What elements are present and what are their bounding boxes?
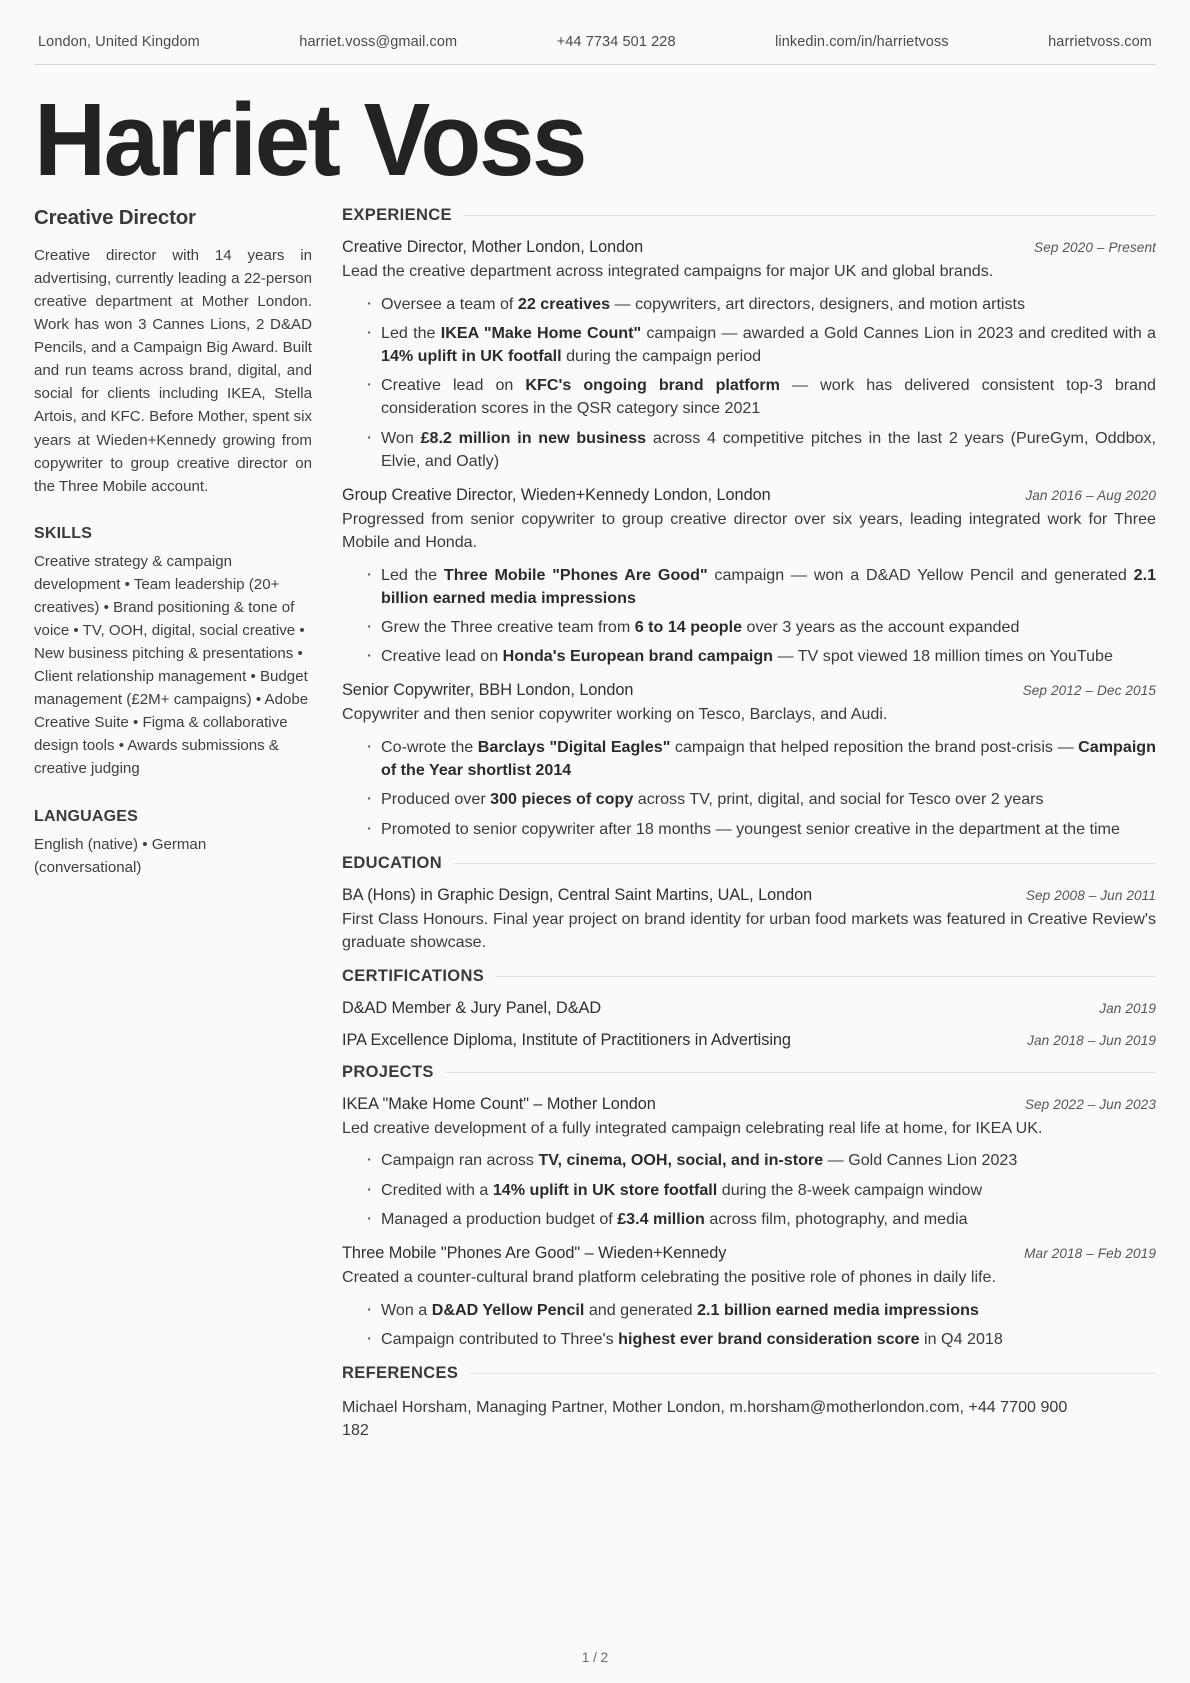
entry-title: Creative Director, Mother London, London <box>342 237 644 256</box>
profile-summary: Creative director with 14 years in advertising, currently leading a 22-person creative department at Mother London. Work has won 3 Cannes Lions, 2 D&AD Pencils, and a Campaign Big Award. Built and run teams across brand, digital, and social for clients including IKEA, Stella Artois, and KFC. Before Mother, spent six years at Wieden+Kennedy growing from copywriter to group creative director on the Three Mobile account. <box>34 246 312 495</box>
bullet-item: · Managed a production budget of £3.4 million across film, photography, and media <box>364 1208 1156 1231</box>
section-rule <box>454 863 1156 864</box>
section-label: EDUCATION <box>342 853 443 872</box>
bullet-item: · Creative lead on Honda's European brand campaign — TV spot viewed 18 million times on YouTube <box>364 645 1156 668</box>
bullet-item: · Grew the Three creative team from 6 to 14 people over 3 years as the account expanded <box>364 616 1156 639</box>
entry-description: First Class Honours. Final year project on brand identity for urban food markets was featured in Creative Review's graduate showcase. <box>342 909 1156 951</box>
entry-description: Copywriter and then senior copywriter working on Tesco, Barclays, and Audi. <box>342 705 888 724</box>
languages-section <box>34 808 312 879</box>
section-label: CERTIFICATIONS <box>342 966 485 985</box>
contact-location: London, United Kingdom <box>38 34 200 50</box>
section-rule <box>446 1072 1156 1073</box>
education-entries <box>342 886 1156 954</box>
contact-email[interactable]: harriet.voss@gmail.com <box>299 34 458 50</box>
certification-row <box>342 1031 1156 1050</box>
bullet-item: · Campaign ran across TV, cinema, OOH, social, and in-store — Gold Cannes Lion 2023 <box>364 1149 1156 1172</box>
education-section <box>342 854 1156 954</box>
section-rule <box>470 1373 1156 1374</box>
projects-section <box>342 1063 1156 1352</box>
certification-rows <box>342 999 1156 1050</box>
bullet-item: · Won a D&AD Yellow Pencil and generated 2.1 billion earned media impressions <box>364 1299 1156 1322</box>
education-section-head <box>342 854 1156 873</box>
certifications-section <box>342 967 1156 1050</box>
bullet-item: · Won £8.2 million in new business across 4 competitive pitches in the last 2 years (PureGym, Oddbox, Elvie, and Oatly) <box>364 427 1156 473</box>
entry-title: Group Creative Director, Wieden+Kennedy London, London <box>342 485 771 504</box>
skills-heading: SKILLS <box>34 524 93 542</box>
references-section-head <box>342 1364 1156 1383</box>
bullet-item: · Co-wrote the Barclays "Digital Eagles" campaign that helped reposition the brand post-crisis — Campaign of the Year shortlist 2014 <box>364 736 1156 782</box>
section-label: PROJECTS <box>342 1062 434 1081</box>
entry-title: Three Mobile "Phones Are Good" – Wieden+Kennedy <box>342 1243 727 1262</box>
certification-date: Jan 2018 – Jun 2019 <box>1027 1032 1156 1048</box>
name-block <box>34 65 1156 197</box>
skills-section <box>34 525 312 781</box>
languages-list: English (native) • German (conversational) <box>34 835 207 876</box>
bullet-item: · Credited with a 14% uplift in UK store footfall during the 8-week campaign window <box>364 1179 1156 1202</box>
entry <box>342 886 1156 954</box>
contact-linkedin[interactable]: linkedin.com/in/harrietvoss <box>775 34 949 50</box>
entry-date: Sep 2008 – Jun 2011 <box>1025 887 1156 903</box>
entry-date: Sep 2022 – Jun 2023 <box>1024 1096 1156 1112</box>
main-content <box>332 206 1156 1624</box>
entry-title: Senior Copywriter, BBH London, London <box>342 681 634 700</box>
section-rule <box>464 215 1156 216</box>
experience-section <box>342 206 1156 841</box>
sidebar <box>34 206 332 1624</box>
entry-bullets <box>342 564 1156 669</box>
certification-title: D&AD Member & Jury Panel, D&AD <box>342 998 602 1017</box>
section-label: EXPERIENCE <box>342 205 452 224</box>
entry-head <box>342 681 1156 700</box>
entry-date: Sep 2020 – Present <box>1034 239 1156 255</box>
entry-head <box>342 238 1156 257</box>
entry-bullets <box>342 736 1156 841</box>
languages-heading: LANGUAGES <box>34 807 139 825</box>
entry <box>342 486 1156 668</box>
bullet-item: · Led the IKEA "Make Home Count" campaign — awarded a Gold Cannes Lion in 2023 and credited with a 14% uplift in UK footfall during the campaign period <box>364 322 1156 368</box>
body-columns <box>34 206 1156 1624</box>
certifications-section-head <box>342 967 1156 986</box>
entry-description: Lead the creative department across integrated campaigns for major UK and global brands. <box>342 261 994 280</box>
entry-date: Mar 2018 – Feb 2019 <box>1024 1245 1156 1261</box>
contact-website[interactable]: harrietvoss.com <box>1048 34 1152 50</box>
contact-bar <box>34 28 1156 65</box>
certification-title: IPA Excellence Diploma, Institute of Practitioners in Advertising <box>342 1030 791 1049</box>
entry <box>342 1244 1156 1351</box>
entry-description: Created a counter-cultural brand platform celebrating the positive role of phones in daily life. <box>342 1267 996 1286</box>
entry-description: Led creative development of a fully integrated campaign celebrating real life at home, for IKEA UK. <box>342 1118 1043 1137</box>
entry <box>342 238 1156 473</box>
entry-bullets <box>342 1149 1156 1231</box>
bullet-item: · Creative lead on KFC's ongoing brand platform — work has delivered consistent top-3 brand consideration scores in the QSR category since 2021 <box>364 374 1156 420</box>
entry-description: Progressed from senior copywriter to group creative director over six years, leading integrated work for Three Mobile and Honda. <box>342 509 1156 551</box>
entry-bullets <box>342 293 1156 473</box>
bullet-item: · Oversee a team of 22 creatives — copywriters, art directors, designers, and motion artists <box>364 293 1156 316</box>
experience-entries <box>342 238 1156 841</box>
page-title: Harriet Voss <box>34 82 585 197</box>
certification-date: Jan 2019 <box>1099 1000 1156 1016</box>
entry-title: IKEA "Make Home Count" – Mother London <box>342 1094 656 1113</box>
projects-section-head <box>342 1063 1156 1082</box>
entry-head <box>342 1244 1156 1263</box>
entry <box>342 681 1156 841</box>
section-rule <box>496 976 1156 977</box>
section-label: REFERENCES <box>342 1364 459 1383</box>
bullet-item: · Produced over 300 pieces of copy across TV, print, digital, and social for Tesco over 2 years <box>364 788 1156 811</box>
contact-phone[interactable]: +44 7734 501 228 <box>556 34 676 50</box>
job-title: Creative Director <box>34 205 196 229</box>
certification-row <box>342 999 1156 1018</box>
bullet-item: · Led the Three Mobile "Phones Are Good" campaign — won a D&AD Yellow Pencil and generated 2.1 billion earned media impressions <box>364 564 1156 610</box>
entry-head <box>342 1095 1156 1114</box>
entry-date: Jan 2016 – Aug 2020 <box>1025 487 1156 503</box>
page-number: 1 / 2 <box>581 1650 609 1665</box>
entry-title: BA (Hons) in Graphic Design, Central Saint Martins, UAL, London <box>342 885 813 904</box>
reference-contact: Michael Horsham, Managing Partner, Mother London, m.horsham@motherlondon.com, +44 7700 900 182 <box>342 1398 1068 1440</box>
skills-list: Creative strategy & campaign development • Team leadership (20+ creatives) • Brand positioning & tone of voice • TV, OOH, digital, social creative • New business pitching & presentations • Client relationship management • Budget management (£2M+ campaigns) • Adobe Creative Suite • Figma & collaborative design tools • Awards submissions & creative judging <box>34 552 309 778</box>
bullet-item: · Promoted to senior copywriter after 18 months — youngest senior creative in the department at the time <box>364 818 1156 841</box>
entry <box>342 1095 1156 1231</box>
entry-head <box>342 486 1156 505</box>
bullet-item: · Campaign contributed to Three's highest ever brand consideration score in Q4 2018 <box>364 1328 1156 1351</box>
entry-date: Sep 2012 – Dec 2015 <box>1022 683 1156 699</box>
entry-head <box>342 886 1156 905</box>
experience-section-head <box>342 206 1156 225</box>
entry-bullets <box>342 1299 1156 1351</box>
project-entries <box>342 1095 1156 1352</box>
references-section <box>342 1364 1156 1442</box>
